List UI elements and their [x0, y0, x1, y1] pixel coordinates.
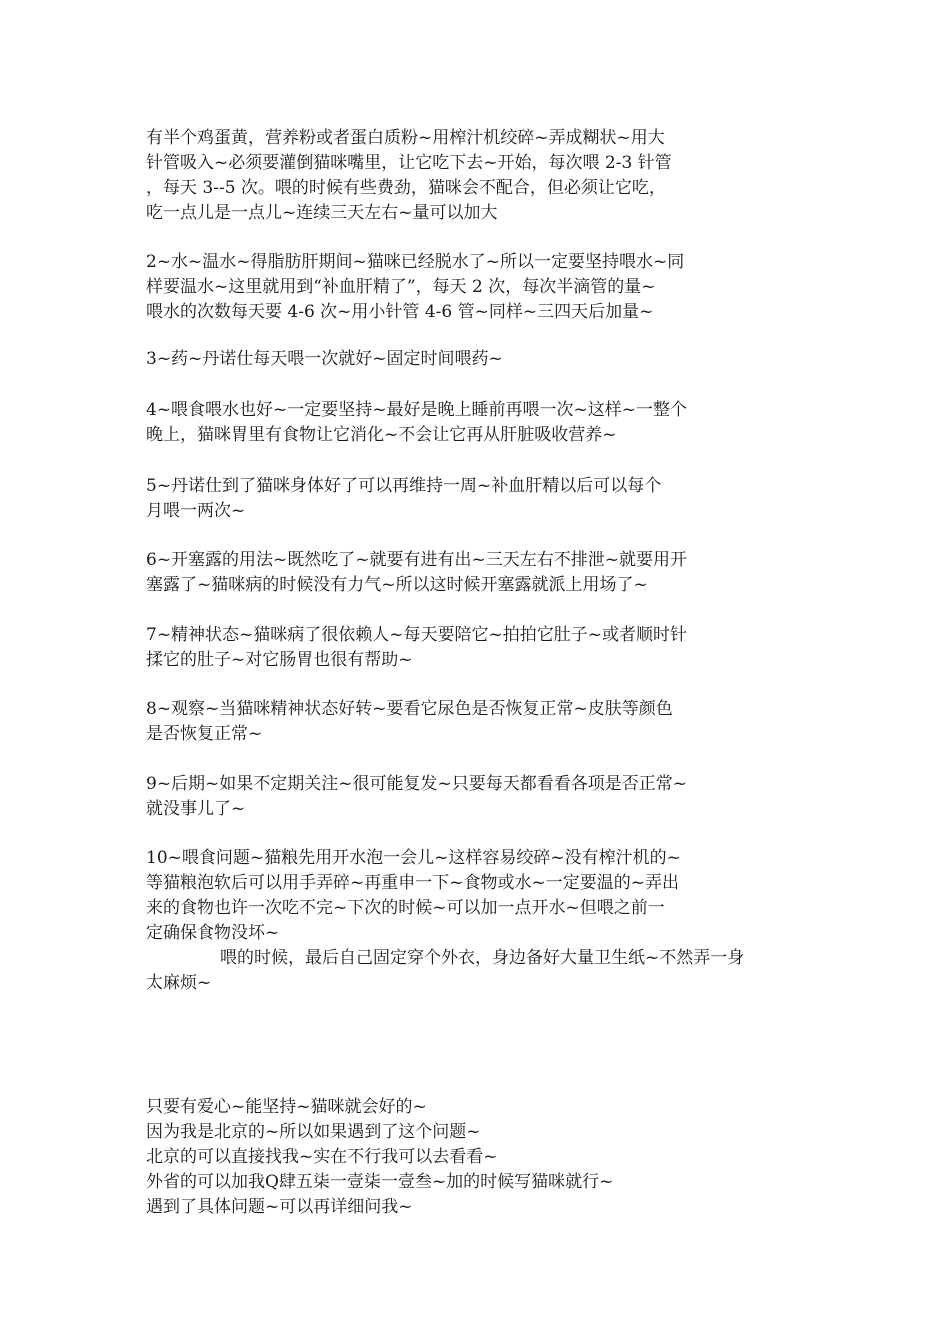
- paragraph-8-line-1: 8~观察~当猫咪精神状态好转~要看它尿色是否恢复正常~皮肤等颜色: [146, 699, 673, 719]
- paragraph-2-line-2: 样要温水~这里就用到“补血肝精了”，每天 2 次，每次半滴管的量~: [146, 277, 656, 297]
- paragraph-10-line-3: 来的食物也许一次吃不完~下次的时候~可以加一点开水~但喂之前一: [146, 898, 665, 918]
- closing-line-4: 外省的可以加我Q肆五柒一壹柒一壹叁~加的时候写猫咪就行~: [146, 1172, 614, 1192]
- paragraph-10-line-4: 定确保食物没坏~: [146, 923, 280, 943]
- paragraph-7-line-1: 7~精神状态~猫咪病了很依赖人~每天要陪它~拍拍它肚子~或者顺时针: [146, 625, 688, 645]
- paragraph-11-line-2: 太麻烦~: [146, 973, 212, 993]
- paragraph-5-line-2: 月喂一两次~: [146, 501, 246, 521]
- paragraph-2-line-3: 喂水的次数每天要 4-6 次~用小针管 4-6 管~同样~三四天后加量~: [146, 302, 654, 322]
- paragraph-1-line-2: 针管吸入~必须要灌倒猫咪嘴里，让它吃下去~开始，每次喂 2-3 针管: [146, 153, 672, 173]
- paragraph-10-line-1: 10~喂食问题~猫粮先用开水泡一会儿~这样容易绞碎~没有榨汁机的~: [146, 848, 681, 868]
- paragraph-7-line-2: 揉它的肚子~对它肠胃也很有帮助~: [146, 650, 413, 670]
- paragraph-6-line-2: 塞露了~猫咪病的时候没有力气~所以这时候开塞露就派上用场了~: [146, 575, 648, 595]
- closing-line-2: 因为我是北京的~所以如果遇到了这个问题~: [146, 1122, 481, 1142]
- closing-line-3: 北京的可以直接找我~实在不行我可以去看看~: [146, 1147, 498, 1167]
- paragraph-11-line-1: 喂的时候，最后自己固定穿个外衣，身边备好大量卫生纸~不然弄一身: [220, 948, 745, 968]
- closing-line-1: 只要有爱心~能坚持~猫咪就会好的~: [146, 1097, 427, 1117]
- paragraph-10-line-2: 等猫粮泡软后可以用手弄碎~再重申一下~食物或水~一定要温的~弄出: [146, 873, 679, 893]
- closing-line-5: 遇到了具体问题~可以再详细问我~: [146, 1197, 413, 1217]
- paragraph-9-line-2: 就没事儿了~: [146, 799, 246, 819]
- paragraph-2-line-1: 2~水~温水~得脂肪肝期间~猫咪已经脱水了~所以一定要坚持喂水~同: [146, 252, 685, 272]
- paragraph-1-line-1: 有半个鸡蛋黄，营养粉或者蛋白质粉~用榨汁机绞碎~弄成糊状~用大: [146, 128, 665, 148]
- paragraph-5-line-1: 5~丹诺仕到了猫咪身体好了可以再维持一周~补血肝精以后可以每个: [146, 476, 662, 496]
- paragraph-3-line-1: 3~药~丹诺仕每天喂一次就好~固定时间喂药~: [146, 349, 503, 369]
- paragraph-4-line-1: 4~喂食喂水也好~一定要坚持~最好是晚上睡前再喂一次~这样~一整个: [146, 400, 688, 420]
- paragraph-4-line-2: 晚上，猫咪胃里有食物让它消化~不会让它再从肝脏吸收营养~: [146, 425, 617, 445]
- paragraph-1-line-3: ，每天 3--5 次。喂的时候有些费劲，猫咪会不配合，但必须让它吃，: [146, 178, 666, 198]
- paragraph-8-line-2: 是否恢复正常~: [146, 724, 263, 744]
- paragraph-6-line-1: 6~开塞露的用法~既然吃了~就要有进有出~三天左右不排泄~就要用开: [146, 550, 688, 570]
- paragraph-1-line-4: 吃一点儿是一点儿~连续三天左右~量可以加大: [146, 203, 498, 223]
- paragraph-9-line-1: 9~后期~如果不定期关注~很可能复发~只要每天都看看各项是否正常~: [146, 774, 688, 794]
